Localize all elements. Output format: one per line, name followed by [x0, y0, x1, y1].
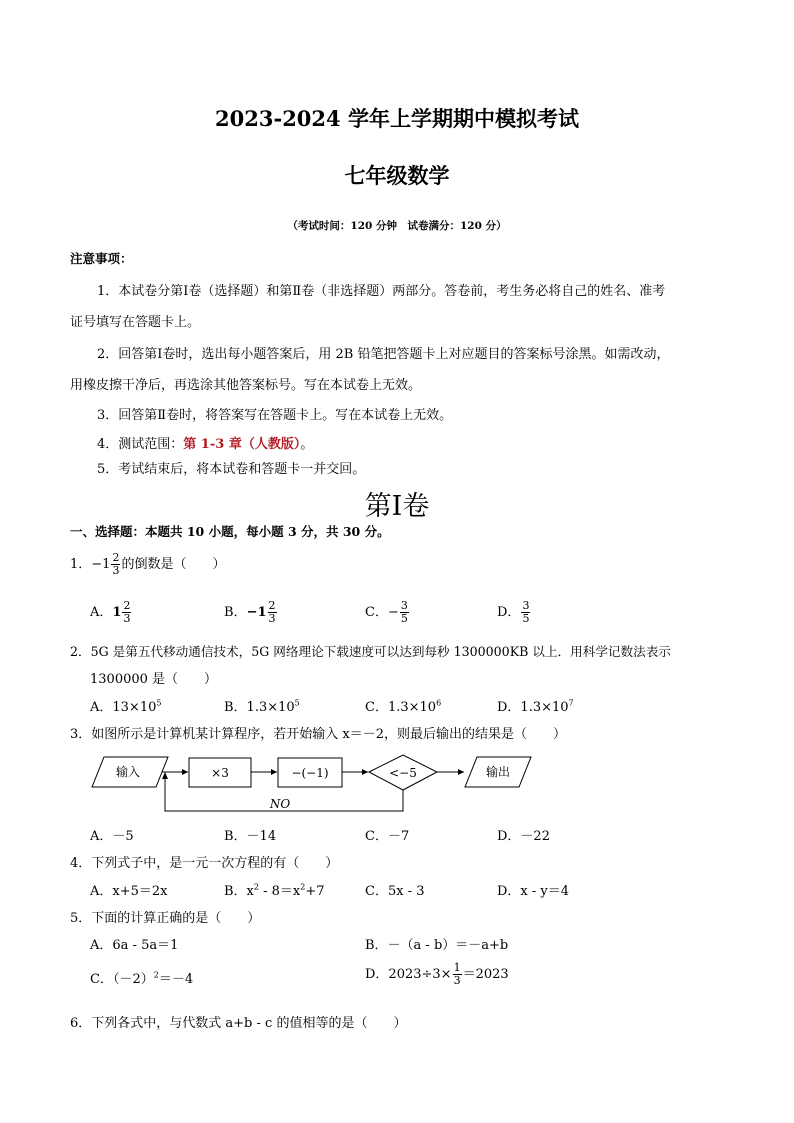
- q5-option-d[interactable]: D．2023÷3× $\frac{1}{3}$ ＝2023: [365, 961, 509, 987]
- notice-item-1-line-1: 1．本试卷分第Ⅰ卷（选择题）和第Ⅱ卷（非选择题）两部分。答卷前，考生务必将自己的姓名、准考: [97, 284, 666, 299]
- flow-output-label: 输出: [485, 765, 511, 779]
- flowchart: [88, 754, 538, 816]
- flow-no-label: NO: [269, 797, 291, 811]
- notice-item-2-line-1: 2．回答第Ⅰ卷时，选出每小题答案后，用 2B 铅笔把答题卡上对应题目的答案标号涂黑。如需改动，: [97, 347, 670, 362]
- q3-option-b[interactable]: B．－14: [224, 829, 277, 844]
- notice-item-4: [97, 433, 313, 452]
- q1-option-d[interactable]: D． $\frac{3}{5}$: [497, 599, 530, 625]
- question-5-stem: 5．下面的计算正确的是（ ）: [70, 911, 261, 926]
- exam-info: （考试时间：120 分钟 试卷满分：120 分）: [287, 220, 507, 232]
- q5-option-c[interactable]: C．$(-2)^2=-4$: [90, 970, 194, 987]
- q3-option-a[interactable]: A．－5: [90, 829, 134, 844]
- flow-arrowhead-3: [362, 769, 368, 775]
- flow-arrowhead-2: [271, 769, 277, 775]
- q4-option-c[interactable]: C．5x - 3: [365, 884, 425, 899]
- subject-title: 七年级数学: [344, 163, 450, 188]
- q1-prefix: 1．−1: [70, 557, 111, 572]
- notice-item-5: 5．考试结束后，将本试卷和答题卡一并交回。: [97, 462, 366, 477]
- q1-frac-den: 3: [112, 564, 120, 577]
- flow-loop-arrowhead: [162, 772, 168, 779]
- question-2-line-1: 2．5G 是第五代移动通信技术，5G 网络理论下载速度可以达到每秒 1300000KB 以上．用科学记数法表示: [70, 644, 671, 659]
- q2-option-c[interactable]: C．$1.3\times 10^6$: [365, 698, 442, 715]
- q4-option-d[interactable]: D．x - y＝4: [497, 884, 570, 899]
- test-range: 第 1-3 章（人教版）: [183, 437, 301, 452]
- notice-item-4-prefix: 4．测试范围：: [97, 437, 184, 452]
- notice-item-2-line-2: 用橡皮擦干净后，再选涂其他答案标号。写在本试卷上无效。: [70, 378, 422, 393]
- q1-option-a[interactable]: A．1 $\frac{2}{3}$: [90, 599, 131, 625]
- flow-multiply-label: ×3: [211, 766, 229, 780]
- question-6-stem: 6．下列各式中，与代数式 a+b - c 的值相等的是（ ）: [70, 1016, 407, 1031]
- flow-input-label: 输入: [115, 765, 141, 779]
- q4-option-a[interactable]: A．x+5＝2x: [90, 884, 168, 899]
- q5-option-a[interactable]: A．6a - 5a＝1: [90, 938, 179, 953]
- section-title: 第Ⅰ卷: [364, 491, 430, 522]
- q1-frac-num: 2: [112, 551, 120, 564]
- q1-fraction: [111, 552, 120, 577]
- q3-option-d[interactable]: D．－22: [497, 829, 550, 844]
- notice-item-1-line-2: 证号填写在答题卡上。: [70, 315, 201, 330]
- q2-option-b[interactable]: B．$1.3\times 10^5$: [224, 698, 300, 715]
- question-3-stem: 3．如图所示是计算机某计算程序，若开始输入 x＝－2，则最后输出的结果是（ ）: [70, 727, 567, 742]
- notice-item-4-suffix: 。: [300, 437, 314, 452]
- q1-option-b[interactable]: B．−1 $\frac{2}{3}$: [224, 599, 276, 625]
- q2-option-a[interactable]: A．$13\times 10^5$: [90, 698, 162, 715]
- q1-suffix: 的倒数是（ ）: [121, 557, 226, 572]
- flow-condition-label: <−5: [389, 766, 417, 780]
- notice-item-3: 3．回答第Ⅱ卷时，将答案写在答题卡上。写在本试卷上无效。: [97, 408, 453, 423]
- flow-arrowhead-4: [458, 769, 464, 775]
- question-1-stem: [70, 552, 225, 577]
- question-4-stem: 4．下列式子中，是一元一次方程的有（ ）: [70, 856, 339, 871]
- flow-arrowhead-1: [182, 769, 188, 775]
- question-2-line-2: 1300000 是（ ）: [90, 672, 218, 687]
- section-heading: 一、选择题：本题共 10 小题，每小题 3 分，共 30 分。: [70, 524, 390, 539]
- q2-option-d[interactable]: D．$1.3\times 10^7$: [497, 698, 574, 715]
- flow-subtract-label: −(−1): [291, 766, 329, 780]
- q5-option-b[interactable]: B．－（a - b）＝－a+b: [365, 938, 509, 953]
- notice-heading: 注意事项：: [70, 251, 133, 266]
- exam-title: 2023-2024 学年上学期期中模拟考试: [215, 106, 579, 131]
- q3-option-c[interactable]: C．－7: [365, 829, 410, 844]
- q1-option-c[interactable]: C．− $\frac{3}{5}$: [365, 599, 408, 625]
- q4-option-b[interactable]: B．$x^2 - 8=x^2+7$: [224, 882, 325, 899]
